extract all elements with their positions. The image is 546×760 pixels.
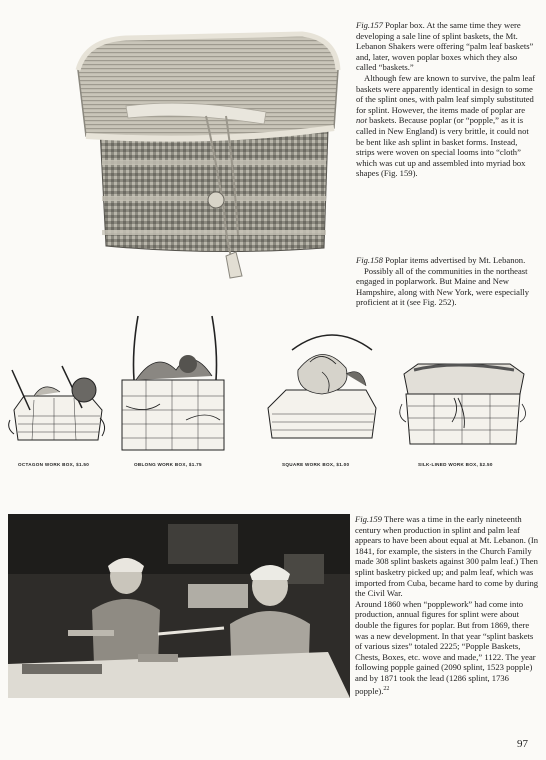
fig159-label: Fig.159 [355,514,382,524]
poplar-box-image [66,20,348,282]
fig159-caption [355,514,539,696]
fig158-body: Possibly all of the communities in the northeast engaged in poplarwork. But Maine and New Hampshire, along with New York, were especially proficient at it (see Fig. 252). [356,265,530,308]
square-work-box-illustration [262,310,382,470]
fig157-label: Fig.157 [356,20,383,30]
octagon-work-box-illustration [4,310,110,470]
fig158-caption [356,255,536,308]
fig158-lead: Poplar items advertised by Mt. Lebanon. [385,255,526,265]
fig157-lead: Poplar box. At the same time they were developing a sale line of splint baskets, the Mt. Lebanon Shakers were offering “palm leaf baskets” and, later, woven poplar boxes which they also called “baskets.” [356,20,534,73]
oblong-work-box-label: OBLONG WORK BOX, $1.75 [134,462,202,467]
silk-lined-work-box-label: SILK-LINED WORK BOX, $2.50 [418,462,493,467]
shaker-sisters-image [8,514,350,698]
fig157-body-b: baskets. Because poplar (or “popple,” as it is called in New England) is very brittle, it could not be bent like ash splint in basket forms. Instead, strips were woven on special looms into “cloth” which was cut up and assembled into myriad box shapes (Fig. 159). [356,115,529,179]
fig159-body: Around 1860 when “popplework” had come into production, annual figures for splint were about double the figures for poplar. But from 1869, there was a new development. In that year “splint baskets of various sizes” totaled 2225; “Popple Baskets, Chests, Boxes, etc. wove and made,” 1122. The year following popple gained (2090 splint, 1523 popple) and by 1871 took the lead (1286 splint, 1736 popple). [355,598,536,696]
octagon-work-box-label: OCTAGON WORK BOX, $1.50 [18,462,90,467]
square-work-box-label: SQUARE WORK BOX, $1.00 [282,462,350,467]
fig157-body-a: Although few are known to survive, the palm leaf baskets were apparently identical in design to some of the splint ones, with palm leaf simply substituted for splint. However, the items made of poplar are [356,72,536,115]
fig157-body-em: not [356,115,367,126]
fig159-lead: There was a time in the early nineteenth century when production in splint and palm leaf appears to have been about equal at Mt. Lebanon. (In 1841, for example, the sisters in the Church Family made 308 splint baskets against 300 palm leaf.) Then splint basketry picked up; and palm leaf, which was imported from Cuba, became hard to come by during the Civil War. [355,514,539,599]
oblong-work-box-illustration [116,310,228,470]
fig158-label: Fig.158 [356,255,383,265]
fig159-footnote-ref: 22 [383,685,390,692]
poplar-box-photo [66,20,348,282]
fig157-caption [356,20,536,179]
silk-lined-work-box-illustration [394,310,530,470]
page-number: 97 [517,738,528,750]
shaker-sisters-photo [8,514,350,698]
